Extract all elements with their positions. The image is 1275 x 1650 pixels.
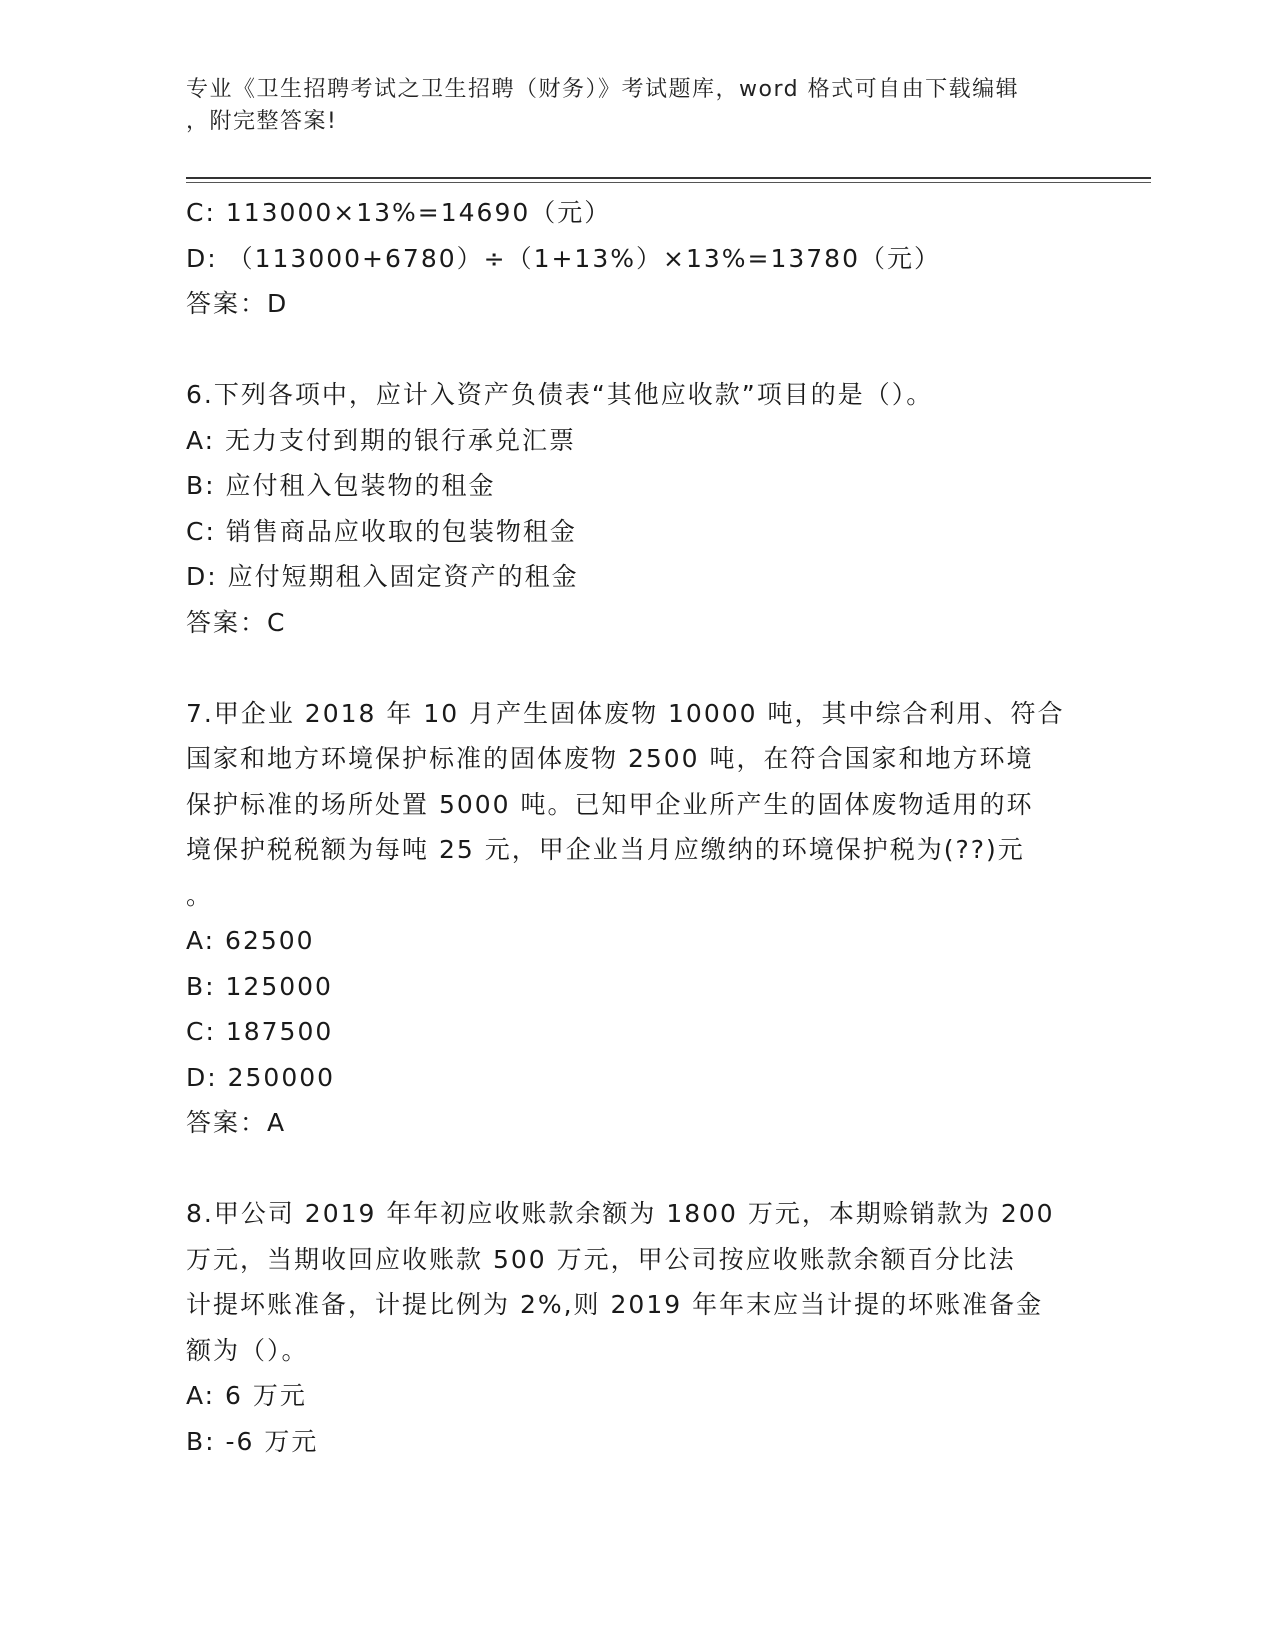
q7-option-a: A: 62500 (186, 926, 315, 955)
q8-option-a: A: 6 万元 (186, 1381, 307, 1410)
header-line-2: ，附完整答案! (186, 109, 338, 134)
spacer (186, 1146, 1066, 1192)
q7-stem-line-4: 境保护税税额为每吨 25 元，甲企业当月应缴纳的环境保护税为(??)元 (186, 835, 1025, 864)
q7-stem-line-1: 7.甲企业 2018 年 10 月产生固体废物 10000 吨，其中综合利用、符合 (186, 698, 1065, 728)
q6-option-a: A: 无力支付到期的银行承兑汇票 (186, 425, 577, 455)
q8-stem-line-1: 8.甲公司 2019 年年初应收账款余额为 1800 万元，本期赊销款为 200 (186, 1199, 1055, 1228)
q7-stem-line-2: 国家和地方环境保护标准的固体废物 2500 吨，在符合国家和地方环境 (186, 744, 1034, 773)
q8-stem-line-2: 万元，当期收回应收账款 500 万元，甲公司按应收账款余额百分比法 (186, 1244, 1016, 1274)
spacer (186, 327, 1066, 373)
document-header (186, 74, 1086, 138)
q7-stem-line-3: 保护标准的场所处置 5000 吨。已知甲企业所产生的固体废物适用的环 (186, 789, 1034, 819)
q6-option-c: C: 销售商品应收取的包装物租金 (186, 516, 577, 546)
q6-answer: 答案：C (186, 607, 287, 637)
q5-option-c: C: 113000×13%=14690（元） (186, 198, 612, 227)
q5-option-d: D: （113000+6780）÷（1+13%）×13%=13780（元） (186, 243, 941, 273)
q6-option-b: B: 应付租入包装物的租金 (186, 471, 496, 500)
q5-answer: 答案：D (186, 289, 289, 318)
q7-answer: 答案：A (186, 1108, 287, 1137)
q7-option-d: D: 250000 (186, 1062, 336, 1092)
q7-stem-line-5: 。 (186, 880, 214, 910)
q8-stem-line-3: 计提坏账准备，计提比例为 2%,则 2019 年年末应当计提的坏账准备金 (186, 1290, 1044, 1319)
q7-option-b: B: 125000 (186, 971, 333, 1001)
header-divider-thick (186, 177, 1151, 179)
question-content (186, 190, 1066, 1464)
header-divider-thin (186, 182, 1151, 183)
q6-stem: 6.下列各项中，应计入资产负债表“其他应收款”项目的是（）。 (186, 380, 934, 409)
q7-option-c: C: 187500 (186, 1017, 334, 1046)
q8-option-b: B: -6 万元 (186, 1426, 319, 1456)
spacer (186, 645, 1066, 691)
q6-option-d: D: 应付短期租入固定资产的租金 (186, 562, 579, 591)
header-line-1: 专业《卫生招聘考试之卫生招聘（财务）》考试题库，word 格式可自由下载编辑 (186, 77, 1020, 102)
q8-stem-line-4: 额为（）。 (186, 1335, 309, 1365)
